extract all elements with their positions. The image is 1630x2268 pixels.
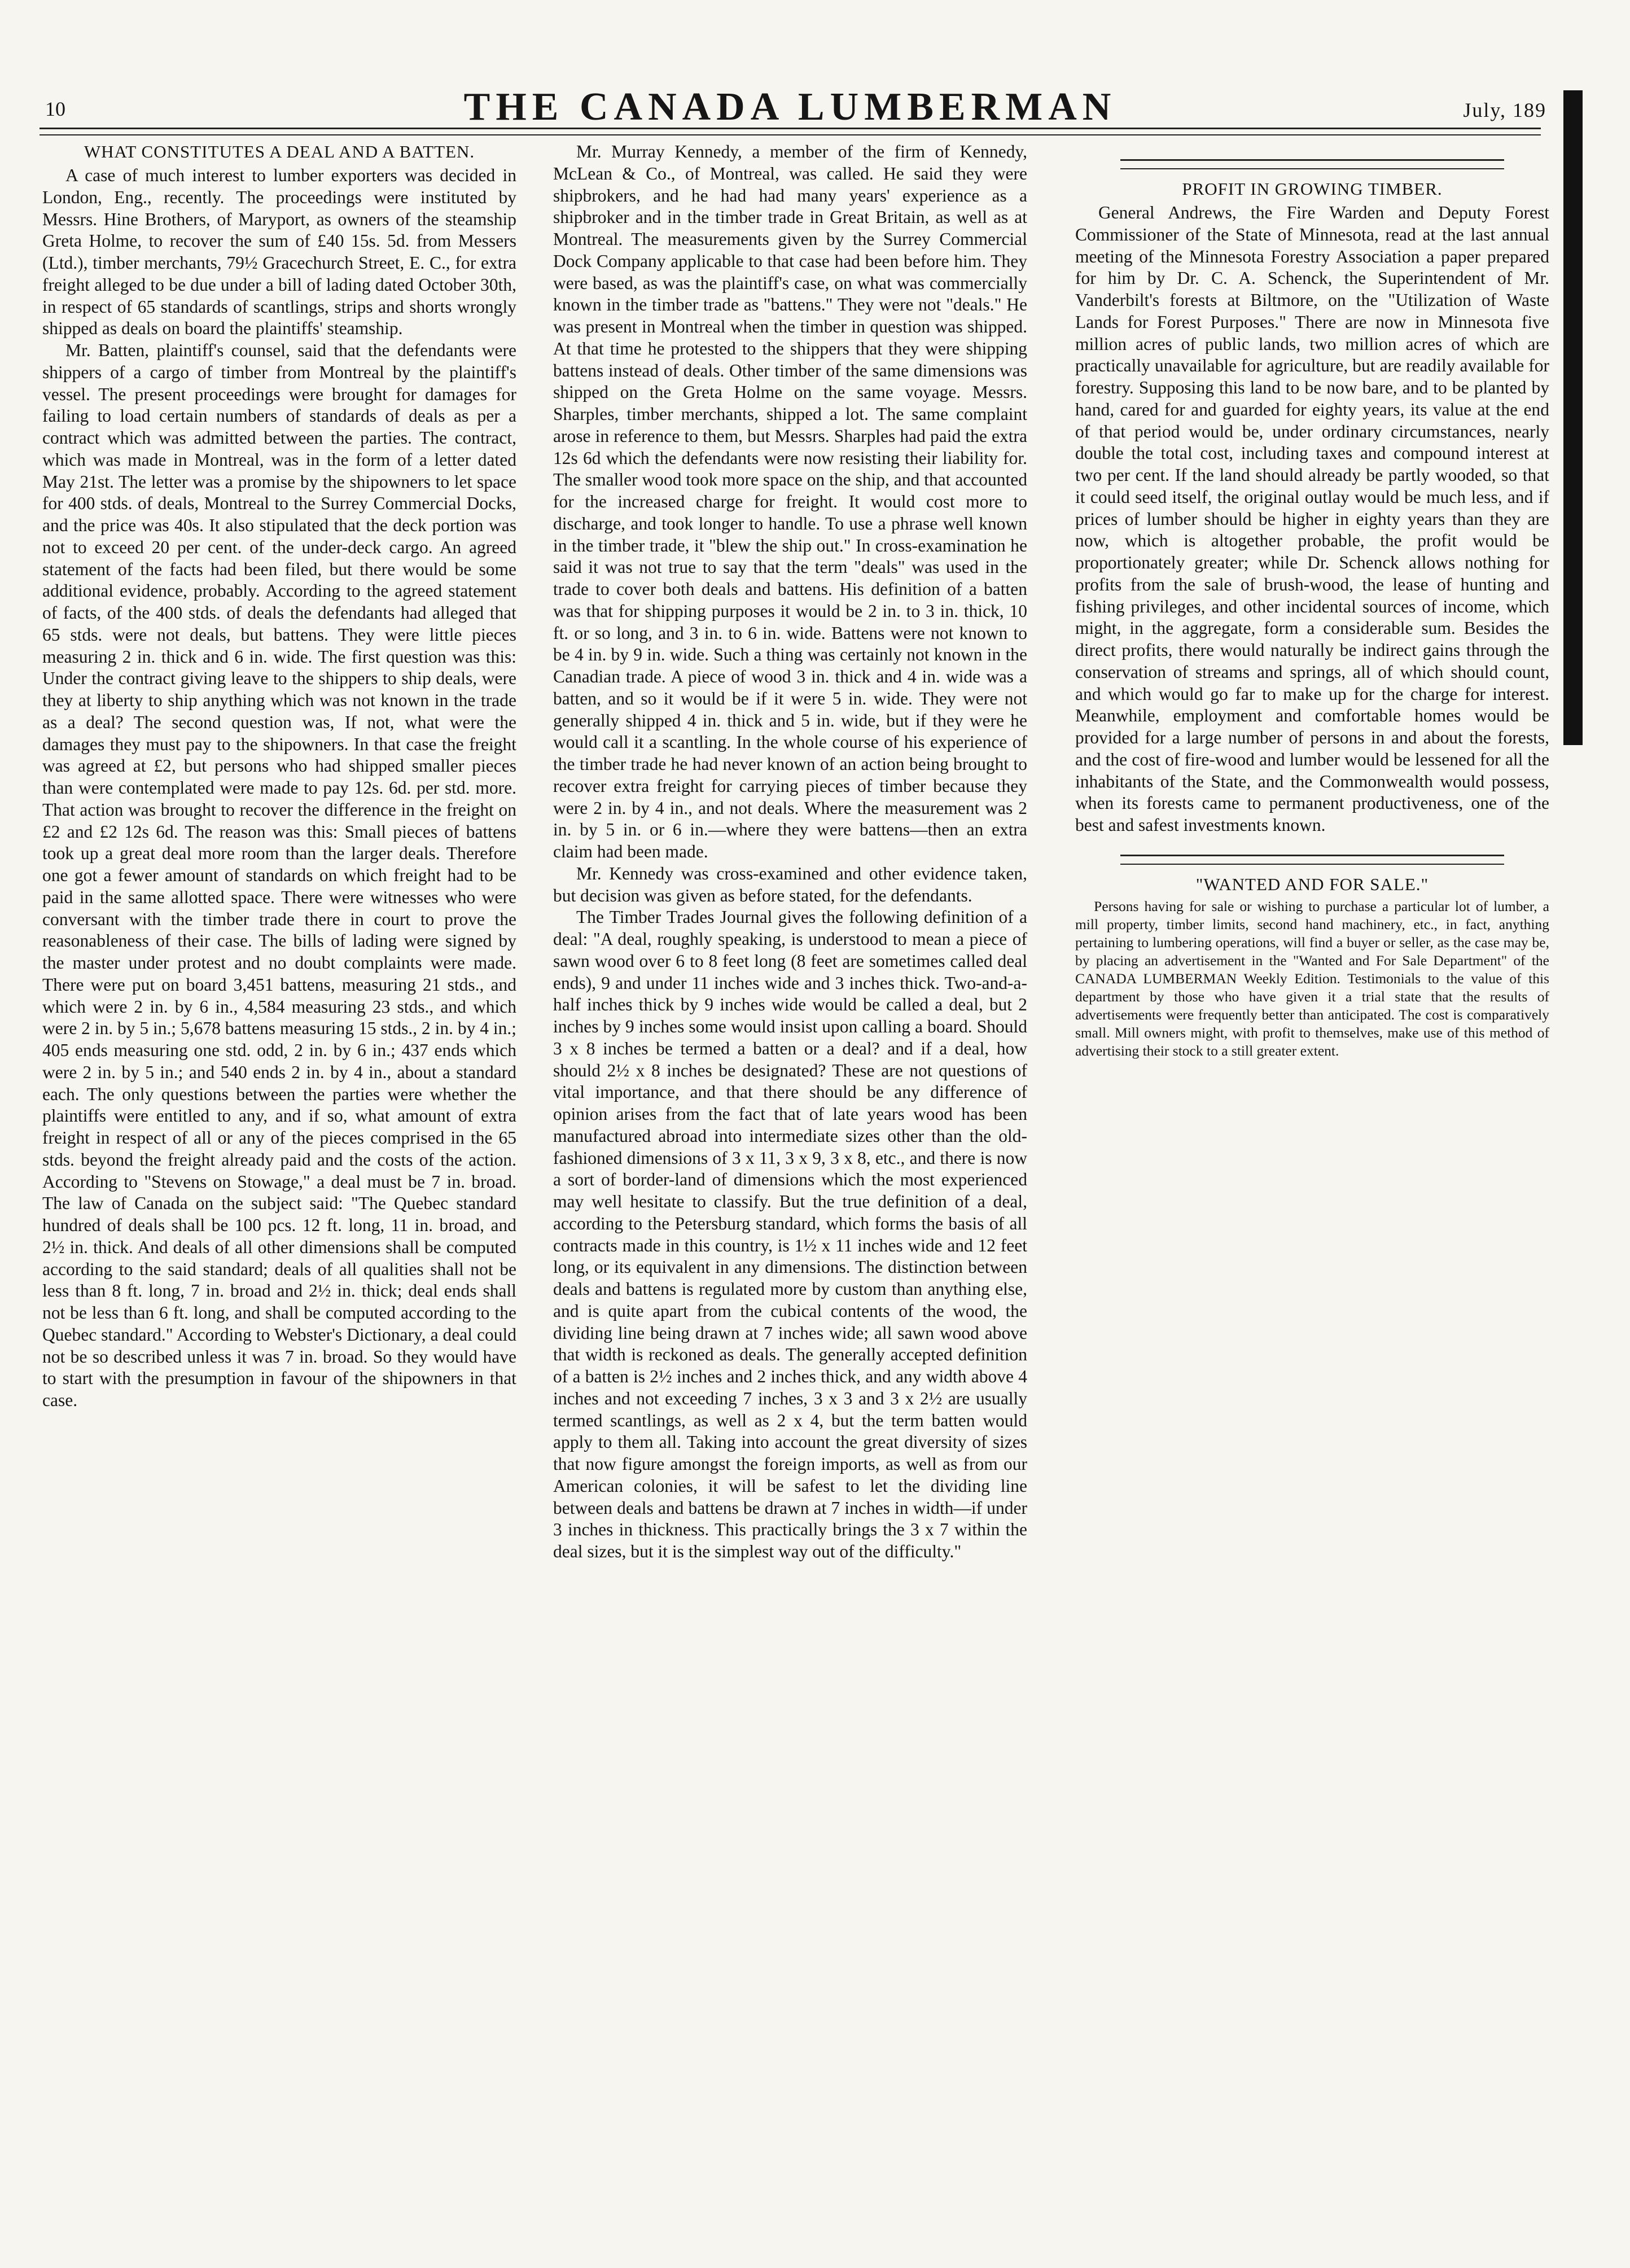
article-paragraph: Mr. Murray Kennedy, a member of the firm of Kennedy, McLean & Co., of Montreal, was called. He said they were shipbrokers, and he had had many years' experience as a shipbroker and in the timber trade in Great Britain, as well as at Montreal. The measurements given by the Surrey Commercial Dock Company applicable to that case had been before him. They were based, as was the plaintiff's case, on what was commercially known in the timber trade as "battens." They were not "deals." He was present in Montreal when the timber in question was shipped. At that time he protested to the shippers that they were shipping battens instead of deals. Other timber of the same dimensions was shipped on the Greta Holme on the same voyage. Messrs. Sharples, timber merchants, shipped a lot. The same complaint arose in reference to them, but Messrs. Sharples had paid the extra 12s 6d which the defendants were now resisting their liability for. The smaller wood took more space on the ship, and that accounted for the increased charge for freight. It would cost more to discharge, and took longer to handle. To use a phrase well known in the timber trade, it "blew the ship out." In cross-examination he said it was not true to say that the term "deals" was used in the trade to cover both deals and battens. His definition of a batten was that for shipping purposes it would be 2 in. to 3 in. thick, 10 ft. or so long, and 3 in. to 6 in. wide. Battens were not known to be 4 in. by 9 in. wide. Such a thing was certainly not known in the Canadian trade. A piece of wood 3 in. thick and 4 in. wide was a batten, and so it would be if it were 5 in. wide. They were not generally shipped 4 in. thick and 5 in. wide, but if they were he would call it a scantling. In the whole course of his experience of the timber trade he had never known of an action being brought to recover extra freight for carrying pieces of timber because they were 2 in. by 4 in., and not deals. Where the measurement was 2 in. by 5 in. or 6 in.—where they were battens—then an extra claim had been made. bbox=[553, 142, 1027, 861]
binding-edge bbox=[1563, 90, 1583, 745]
advert-notice bbox=[1075, 897, 1549, 1060]
article-title-profit-timber: PROFIT IN GROWING TIMBER. bbox=[1182, 179, 1443, 199]
page-number: 10 bbox=[45, 98, 65, 120]
column-2 bbox=[553, 141, 1027, 1563]
masthead bbox=[34, 85, 1546, 129]
article-paragraph: A case of much interest to lumber exporters was decided in London, Eng., recently. The proceedings were instituted by Messrs. Hine Brothers, of Maryport, as owners of the steamship Greta Holme, to recover the sum of £40 15s. 5d. from Messers (Ltd.), timber merchants, 79½ Gracechurch Street, E. C., for extra freight alleged to be due under a bill of lading dated October 30th, in respect of 65 standards of scantlings, strips and shorts wrongly shipped as deals on board the plaintiffs' steamship. bbox=[42, 165, 516, 339]
section-divider bbox=[1120, 855, 1504, 865]
article-paragraph: The Timber Trades Journal gives the following definition of a deal: "A deal, roughly speaking, is understood to mean a piece of sawn wood over 6 to 8 feet long (8 feet are sometimes called deal ends), 9 and under 11 inches wide and 3 inches thick. Two-and-a-half inches thick by 9 inches wide would be called a deal, but 2 inches by 9 inches some would insist upon calling a board. Should 3 x 8 inches be termed a batten or a deal? and if a deal, how should 2½ x 8 inches be designated? These are not questions of vital importance, and that there should be any difference of opinion arises from the fact that of late years wood has been manufactured abroad into intermediate sizes other than the old-fashioned dimensions of 3 x 11, 3 x 9, 3 x 8, etc., and there is now a sort of border-land of dimensions which the most experienced may well hesitate to classify. But the true definition of a deal, according to the Petersburg standard, which forms the basis of all contracts made in this country, is 1½ x 11 inches wide and 12 feet long, or its equivalent in any dimensions. The distinction between deals and battens is regulated more by custom than anything else, and is quite apart from the cubical contents of the wood, the dividing line being drawn at 7 inches wide; all sawn wood above that width is reckoned as deals. The generally accepted definition of a batten is 2½ inches and 2 inches thick, and any width above 4 inches and not exceeding 7 inches, 3 x 3 and 3 x 2½ are usually termed scantlings, as well as 2 x 4, but the term batten would apply to them all. Taking into account the great diversity of sizes that now figure amongst the foreign imports, as well as from our American colonies, it will be safest to let the dividing line between deals and battens be drawn at 7 inches in width—if under 3 inches in thickness. This practically brings the 3 x 7 within the deal sizes, but it is the simplest way out of the difficulty." bbox=[553, 907, 1027, 1561]
newspaper-title: THE CANADA LUMBERMAN bbox=[463, 85, 1117, 129]
article-title-wanted-for-sale: "WANTED AND FOR SALE." bbox=[1195, 874, 1429, 894]
article-paragraph: Mr. Kennedy was cross-examined and other evidence taken, but decision was given as before stated, for the defendants. bbox=[553, 863, 1027, 905]
article-paragraph: Mr. Batten, plaintiff's counsel, said that the defendants were shippers of a cargo of timber from Montreal by the plaintiff's vessel. The present proceedings were brought for damages for failing to load certain numbers of standards of deals as per a contract which was admitted between the parties. The contract, which was made in Montreal, was in the form of a letter dated May 21st. The letter was a promise by the shipowners to let space for 400 stds. of deals, Montreal to the Surrey Commercial Docks, and the price was 40s. It also stipulated that the deck portion was not to exceed 20 per cent. of the under-deck cargo. An agreed statement of the facts had been filed, but there would be some additional evidence, probably. According to the agreed statement of facts, of the 400 stds. of deals the defendants had alleged that 65 stds. were not deals, but battens. They were little pieces measuring 2 in. thick and 6 in. wide. The first question was this: Under the contract giving leave to the shippers to ship deals, were they at liberty to ship anything which was not known in the trade as a deal? The second question was, If not, what were the damages they must pay to the shipowners. In that case the freight was agreed at £2, but persons who had shipped smaller pieces than were contemplated were made to pay 12s. 6d. per std. more. That action was brought to recover the difference in the freight on £2 and £2 12s 6d. The reason was this: Small pieces of battens took up a great deal more room than the larger deals. Therefore one got a fewer amount of standards on which freight had to be paid in the same allotted space. There were witnesses who were conversant with the timber trade there in court to prove the reasonableness of their case. The bills of lading were signed by the master under protest and no doubt complaints were made. There were put on board 3,451 battens, measuring 21 stds., and which were 2 in. by 6 in., 4,584 measuring 23 stds., and which were 2 in. by 5 in.; 5,678 battens measuring 15 stds., 2 in. by 4 in.; 405 ends measuring one std. odd, 2 in. by 6 in.; 437 ends which were 2 in. by 5 in.; and 540 ends 2 in. by 4 in., about a standard each. The only questions between the parties were whether the plaintiffs were entitled to any, and if so, what amount of extra freight in respect of all or any of the pieces comprised in the 65 stds. beyond the freight already paid and the costs of the action. According to "Stevens on Stowage," a deal must be 7 in. broad. The law of Canada on the subject said: "The Quebec standard hundred of deals shall be 100 pcs. 12 ft. long, 11 in. broad, and 2½ in. thick. And deals of all other dimensions shall be computed according to the said standard; deals of all qualities shall not be less than 8 ft. long, 7 in. broad and 2½ in. thick; deal ends shall not be less than 6 ft. long, and shall be computed according to the Quebec standard." According to Webster's Dictionary, a deal could not be so described unless it was 7 in. broad. So they would have to start with the presumption in favour of the shipowners in that case. bbox=[42, 340, 516, 1410]
article-paragraph: General Andrews, the Fire Warden and Deputy Forest Commissioner of the State of Minnesota, read at the last annual meeting of the Minnesota Forestry Association a paper prepared for him by Dr. C. A. Schenck, the Superintendent of Mr. Vanderbilt's forests at Biltmore, on the "Utilization of Waste Lands for Forest Purposes." There are now in Minnesota five million acres of public lands, two million acres of which are practically unavailable for agriculture, but are readily available for forestry. Supposing this land to be now bare, and to be planted by hand, cared for and guarded for eighty years, its value at the end of that period would be, under ordinary circumstances, nearly double the total cost, including taxes and compound interest at two per cent. If the land should already be partly wooded, so that it could seed itself, the original outlay would be much less, and if prices of lumber should be higher in eighty years than they are now, which is altogether probable, the profit would be proportionately greater; while Dr. Schenck allows nothing for profits from the sale of brush-wood, the lease of hunting and fishing privileges, and other incidental sources of income, which might, in the aggregate, form a considerable sum. Besides the direct profits, there would naturally be indirect gains through the conservation of streams and springs, all of which should count, and which would go far to make up for the charge for interest. Meanwhile, employment and comfortable homes would be provided for a large number of persons in and about the forests, and the cost of fire-wood and lumber would be lessened for all the inhabitants of the State, and the Commonwealth would possess, when its forests came to permanent productiveness, one of the best and safest investments known. bbox=[1075, 203, 1549, 835]
issue-date: July, 189 bbox=[1463, 99, 1546, 121]
column-1 bbox=[42, 141, 516, 1412]
section-divider bbox=[1120, 159, 1504, 169]
article-paragraph: Persons having for sale or wishing to purchase a particular lot of lumber, a mill property, timber limits, second hand machinery, etc., in fact, anything pertaining to lumbering operations, will find a buyer or seller, as the case may be, by placing an advertisement in the "Wanted and For Sale Department" of the CANADA LUMBERMAN Weekly Edition. Testimonials to the value of this department by those who have given it a trial state that the results of advertisements were frequently better than anticipated. The cost is comparatively small. Mill owners might, with profit to themselves, make use of this method of advertising their stock to a still greater extent. bbox=[1075, 897, 1549, 1059]
column-3 bbox=[1075, 141, 1549, 1060]
header-rule bbox=[40, 128, 1541, 135]
article-title-deal-batten: WHAT CONSTITUTES A DEAL AND A BATTEN. bbox=[84, 142, 475, 161]
